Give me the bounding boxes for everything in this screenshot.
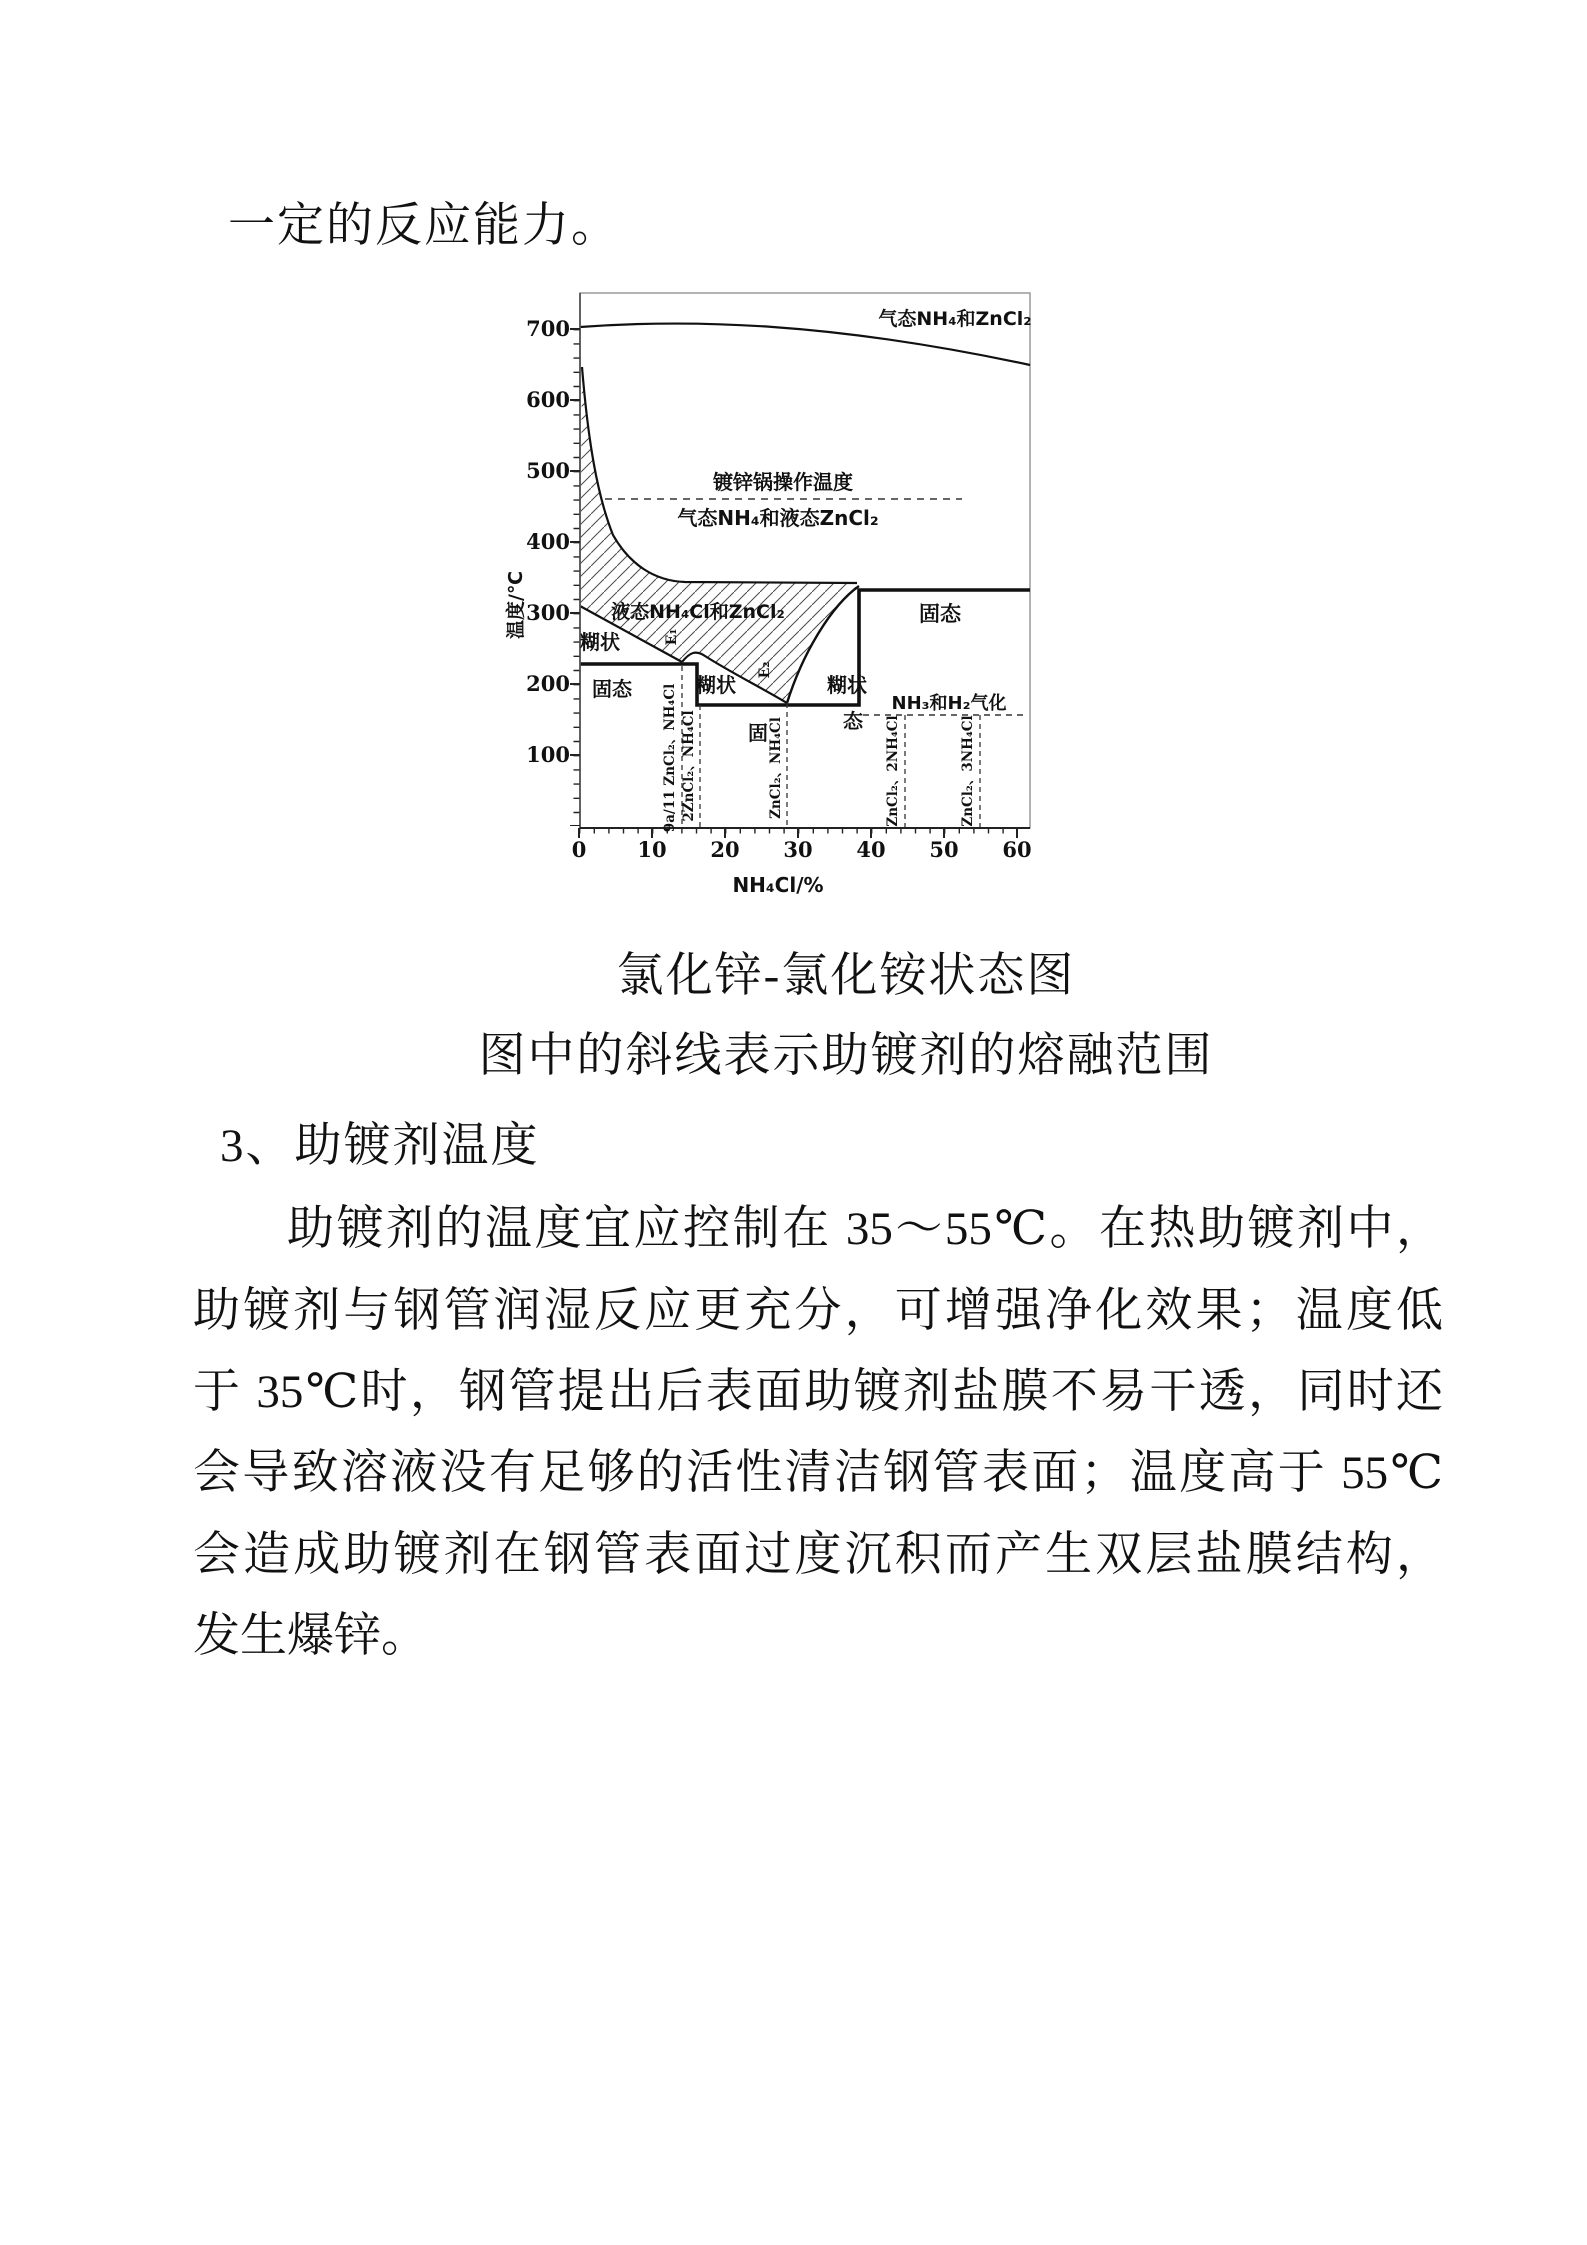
label-solid-char-1: 固	[748, 721, 768, 745]
label-solid-left: 固态	[592, 677, 632, 701]
label-compound-5: ZnCl₂、3NH₄Cl	[960, 715, 976, 827]
label-e1: E₁	[664, 628, 680, 646]
paragraph-line: 发生爆锌。	[193, 1610, 428, 1662]
x-tick-40: 40	[856, 837, 886, 862]
label-compound-2: 2ZnCl₂、NH₄Cl	[681, 710, 697, 822]
label-paste-left: 糊状	[580, 630, 620, 654]
label-solid-right: 固态	[919, 602, 961, 626]
melt-region-hatch	[580, 367, 860, 703]
label-compound-3: ZnCl₂、NH₄Cl	[768, 717, 784, 819]
y-tick-600: 600	[526, 387, 570, 412]
y-tick-500: 500	[526, 458, 570, 483]
x-tick-60: 60	[1002, 837, 1032, 862]
label-e2: E₂	[757, 661, 773, 679]
label-operating-temp: 镀锌锅操作温度	[713, 470, 853, 494]
label-gas-liquid-region: 气态NH₄和液态ZnCl₂	[677, 506, 879, 530]
paragraph-line: 助镀剂与钢管润湿反应更充分，可增强净化效果；温度低	[193, 1285, 1443, 1337]
x-tick-50: 50	[929, 837, 959, 862]
label-gasify: NH₃和H₂气化	[891, 693, 1007, 714]
section-heading: 3、助镀剂温度	[220, 1120, 540, 1172]
figure-caption-note: 图中的斜线表示助镀剂的熔融范围	[478, 1030, 1214, 1082]
label-solid-char-2: 态	[843, 709, 863, 733]
label-compound-1: 9a/11 ZnCl₂、NH₄Cl	[662, 683, 678, 833]
paragraph-line: 会造成助镀剂在钢管表面过度沉积而产生双层盐膜结构，	[193, 1529, 1443, 1581]
y-tick-200: 200	[526, 671, 570, 696]
label-compound-4: ZnCl₂、2NH₄Cl	[885, 715, 901, 827]
paragraph-line: 会导致溶液没有足够的活性清洁钢管表面；温度高于 55℃	[193, 1447, 1443, 1499]
label-liquid-region: 液态NH₄Cl和ZnCl₂	[611, 601, 785, 623]
y-tick-100: 100	[526, 742, 570, 767]
y-tick-700: 700	[526, 316, 570, 341]
label-gas-region: 气态NH₄和ZnCl₂	[878, 308, 1032, 330]
paragraph-line: 于 35℃时，钢管提出后表面助镀剂盐膜不易干透，同时还	[193, 1366, 1443, 1418]
intro-line: 一定的反应能力。	[228, 200, 620, 252]
label-paste-right: 糊状	[827, 673, 867, 697]
paragraph-line: 助镀剂的温度宜应控制在 35～55℃。在热助镀剂中，	[287, 1203, 1443, 1255]
y-axis-title: 温度/℃	[505, 571, 527, 639]
phase-diagram-figure	[500, 280, 1160, 935]
x-axis-title: NH₄Cl/%	[732, 873, 824, 897]
label-paste-mid: 糊状	[696, 673, 736, 697]
x-tick-10: 10	[637, 837, 667, 862]
x-tick-30: 30	[783, 837, 813, 862]
y-tick-400: 400	[526, 529, 570, 554]
x-tick-0: 0	[571, 837, 587, 862]
x-tick-20: 20	[710, 837, 740, 862]
y-tick-300: 300	[526, 600, 570, 625]
figure-caption-title: 氯化锌-氯化铵状态图	[616, 950, 1076, 1002]
